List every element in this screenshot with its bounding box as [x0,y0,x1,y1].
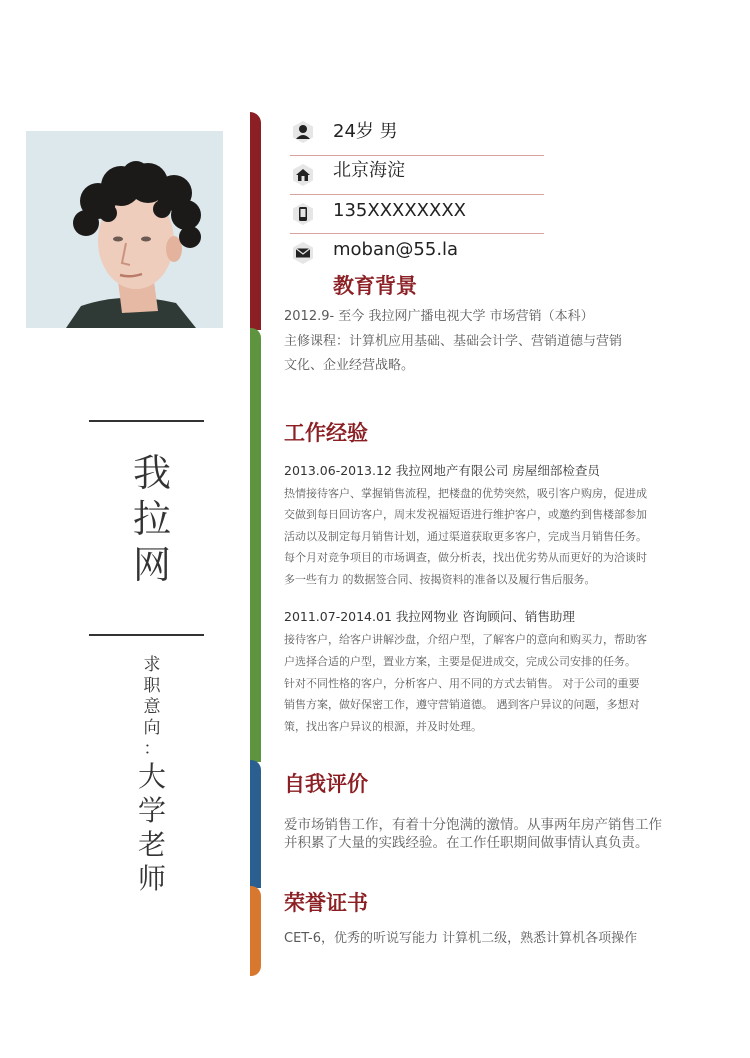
name-bottom-divider [89,634,204,636]
honors-title: 荣誉证书 [284,891,368,915]
work-title: 工作经验 [284,421,368,445]
job-intent-vertical [138,655,166,896]
timeline-bar-green [250,328,261,762]
contact-divider [290,194,544,195]
education-title: 教育背景 [333,274,417,298]
job-line: 每个月对竞争项目的市场调查，做分析表，找出优劣势从而更好的为洽谈时 [284,551,647,564]
education-line: 主修课程：计算机应用基础、基础会计学、营销道德与营销 [284,334,623,349]
self-eval-line: 并积累了大量的实践经验。在工作任职期间做事情认真负责。 [284,835,649,851]
intent-label-char: 意 [143,697,161,717]
age-gender: 24岁 男 [333,121,398,142]
job-line: 交做到每日回访客户，周末发祝福短语进行维护客户，或邀约到售楼部参加 [284,508,647,521]
job-line: 策，找出客户异议的根源，并及时处理。 [284,720,482,733]
intent-value-char: 师 [138,862,167,895]
location: 北京海淀 [333,160,405,181]
intent-value-char: 学 [138,794,167,827]
education-line: 2012.9- 至今 我拉网广播电视大学 市场营销（本科） [284,309,594,324]
timeline-bar-blue [250,760,261,888]
job-heading: 2013.06-2013.12 我拉网地产有限公司 房屋细部检查员 [284,463,600,478]
timeline-bar-red [250,112,261,330]
phone-number: 135XXXXXXXX [333,200,467,221]
mail-icon [291,241,315,265]
profile-photo-illustration [26,131,223,328]
name-char: 拉 [132,497,171,541]
name-char: 网 [132,543,171,587]
phone-icon [291,202,315,226]
user-icon [291,120,315,144]
job-line: 接待客户，给客户讲解沙盘，介绍户型，了解客户的意向和购买力，帮助客 [284,633,647,646]
name-vertical [132,450,172,588]
self-eval-title: 自我评价 [284,772,368,796]
job-line: 活动以及制定每月销售计划，通过渠道获取更多客户，完成当月销售任务。 [284,530,647,543]
name-char: 我 [132,451,171,495]
timeline-bar-orange [250,886,261,976]
job-line: 热情接待客户、掌握销售流程，把楼盘的优势突然，吸引客户购房，促进成 [284,487,647,500]
intent-label-char: 求 [143,655,161,675]
honors-line: CET-6，优秀的听说写能力 计算机二级，熟悉计算机各项操作 [284,931,638,946]
intent-label-char: ： [143,739,161,759]
job-line: 户选择合适的户型，置业方案，主要是促进成交，完成公司安排的任务。 [284,655,636,668]
job-line: 销售方案，做好保密工作，遵守营销道德。 遇到客户异议的问题，多想对 [284,698,640,711]
profile-photo [26,131,223,328]
job-line: 多一些有力 的数据签合同、按揭资料的准备以及履行售后服务。 [284,573,596,586]
job-line: 针对不同性格的客户，分析客户、用不同的方式去销售。 对于公司的重要 [284,677,640,690]
email-address: moban@55.la [333,239,459,260]
self-eval-line: 爱市场销售工作，有着十分饱满的激情。从事两年房产销售工作 [284,817,662,833]
contact-divider [290,155,544,156]
home-icon [291,163,315,187]
name-top-divider [89,420,204,422]
intent-label-char: 向 [143,718,161,738]
intent-label-char: 职 [143,676,161,696]
education-line: 文化、企业经营战略。 [284,358,415,373]
intent-value-char: 大 [138,760,167,793]
intent-value-char: 老 [138,828,167,861]
contact-divider [290,233,544,234]
job-heading: 2011.07-2014.01 我拉网物业 咨询顾问、销售助理 [284,609,575,624]
